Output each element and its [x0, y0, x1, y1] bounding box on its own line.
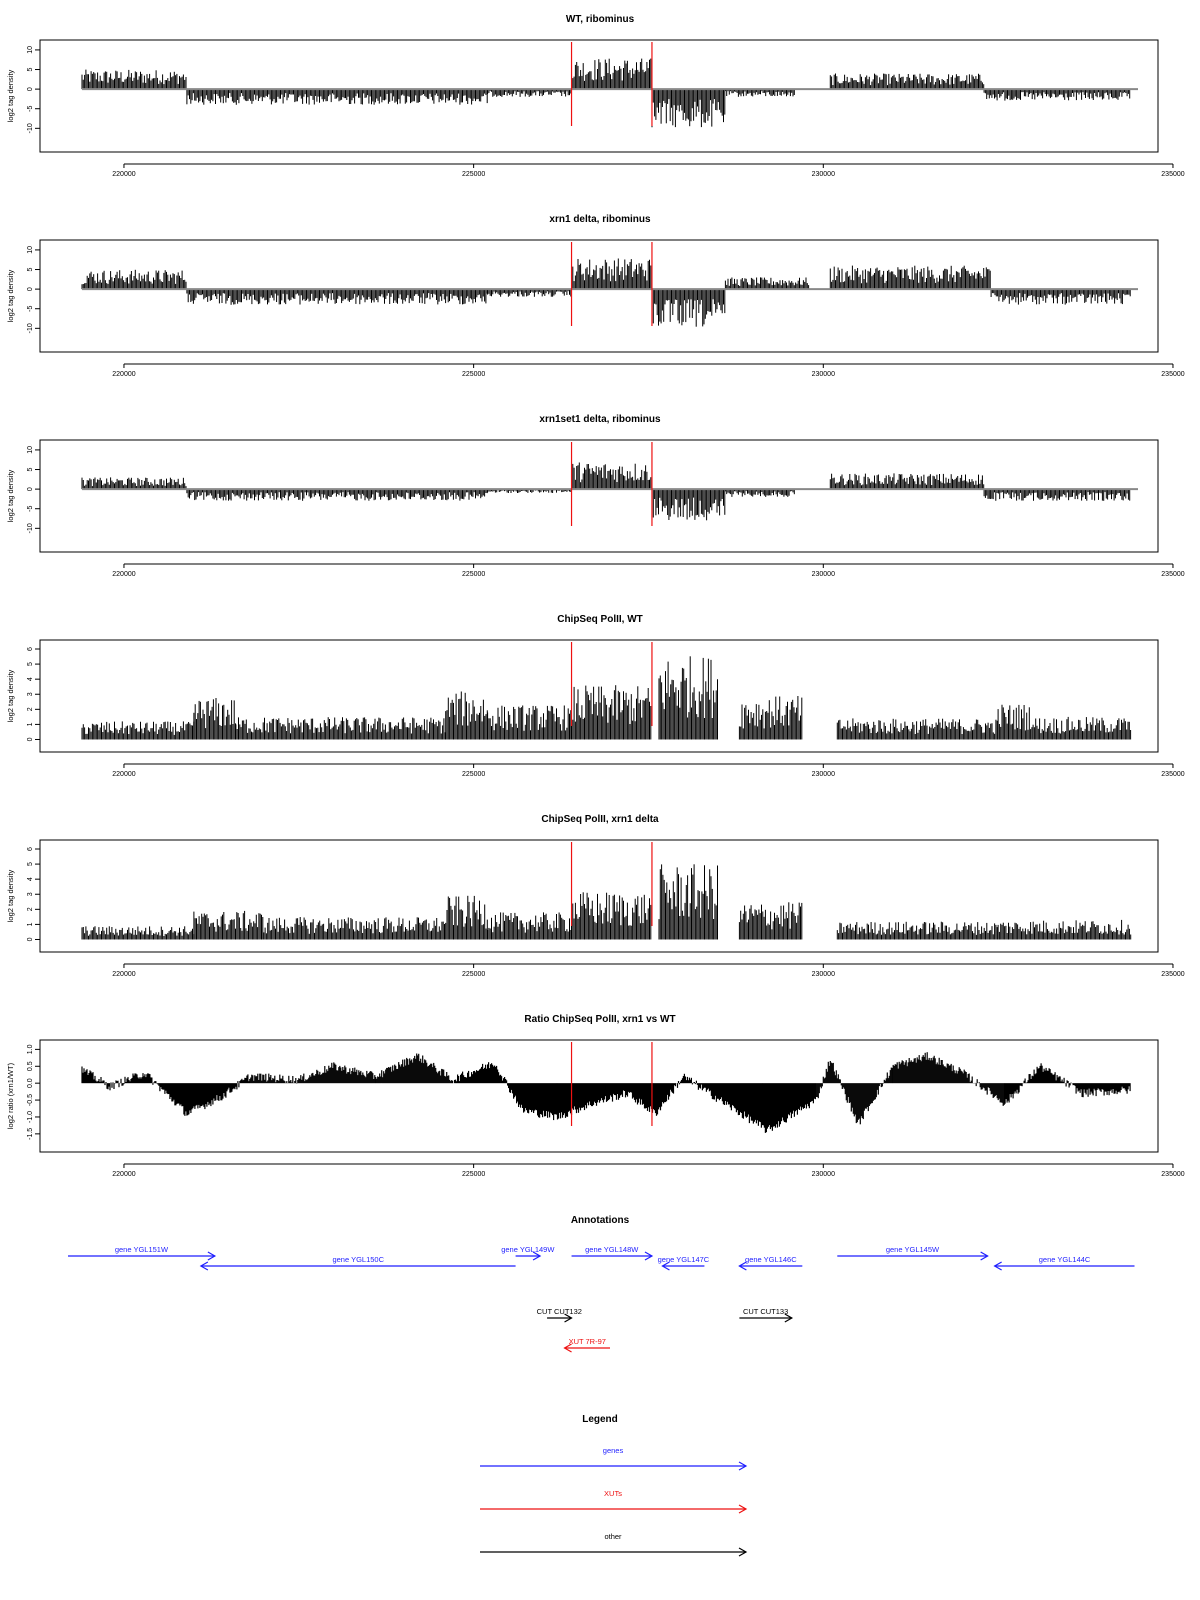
y-tick-label: -5 [27, 305, 34, 312]
y-tick-label: 10 [27, 246, 34, 254]
x-tick-label: 220000 [112, 571, 136, 578]
y-tick-label: 6 [27, 847, 34, 851]
y-tick-label: 4 [27, 677, 34, 682]
x-tick-label: 235000 [1161, 371, 1185, 378]
y-tick-label: 5 [27, 67, 34, 72]
y-tick-label: -10 [27, 523, 34, 534]
data-bars [82, 1052, 1130, 1133]
data-bars [82, 656, 1131, 739]
y-tick-label: 0 [27, 937, 34, 942]
y-tick-label: 5 [27, 862, 34, 867]
x-tick-label: 235000 [1161, 571, 1185, 578]
y-tick-label: 1.0 [27, 1044, 34, 1055]
track-panel [6, 214, 1185, 378]
track-panel [6, 1014, 1185, 1178]
x-tick-label: 235000 [1161, 971, 1185, 978]
y-tick-label: 0 [27, 87, 34, 92]
x-tick-label: 220000 [112, 371, 136, 378]
x-tick-label: 235000 [1161, 771, 1185, 778]
y-tick-label: 2 [27, 907, 34, 912]
y-axis-label: log2 tag density [6, 269, 15, 323]
y-tick-label: 6 [27, 647, 34, 651]
y-tick-label: 0.5 [27, 1061, 34, 1072]
data-bars [82, 463, 1130, 521]
x-tick-label: 225000 [461, 771, 486, 778]
panel-title: xrn1set1 delta, ribominus [539, 414, 661, 425]
x-tick-label: 225000 [461, 1171, 486, 1178]
x-tick-label: 230000 [811, 771, 835, 778]
x-tick-label: 220000 [112, 1171, 136, 1178]
panel-title: ChipSeq PolII, xrn1 delta [541, 814, 659, 825]
y-tick-label: 5 [27, 267, 34, 272]
track-panel [6, 614, 1185, 778]
x-tick-label: 230000 [811, 1171, 835, 1178]
y-tick-label: -10 [27, 123, 34, 134]
y-tick-label: 5 [27, 662, 34, 667]
y-tick-label: 0 [27, 287, 34, 292]
data-bars [82, 59, 1130, 128]
y-tick-label: -5 [27, 505, 34, 512]
y-axis-label: log2 tag density [6, 469, 15, 523]
x-tick-label: 225000 [461, 171, 486, 178]
x-tick-label: 230000 [811, 971, 835, 978]
x-tick-label: 235000 [1161, 171, 1185, 178]
x-tick-label: 220000 [112, 771, 136, 778]
x-tick-label: 230000 [811, 571, 835, 578]
y-tick-label: 5 [27, 467, 34, 472]
x-tick-label: 220000 [112, 971, 136, 978]
y-tick-label: -1.0 [27, 1110, 34, 1123]
y-tick-label: -1.5 [27, 1127, 34, 1140]
y-tick-label: 0 [27, 737, 34, 742]
y-tick-label: 1 [27, 922, 34, 927]
y-tick-label: 3 [27, 692, 34, 697]
y-tick-label: 0 [27, 487, 34, 492]
y-axis-label: log2 tag density [6, 669, 15, 723]
y-tick-label: -5 [27, 105, 34, 112]
y-tick-label: -0.5 [27, 1094, 34, 1107]
x-tick-label: 230000 [811, 171, 835, 178]
track-panel [6, 414, 1185, 578]
x-tick-label: 230000 [811, 371, 835, 378]
x-tick-label: 235000 [1161, 1171, 1185, 1178]
data-bars [82, 259, 1130, 327]
panel-title: WT, ribominus [565, 14, 635, 25]
y-tick-label: 10 [27, 46, 34, 54]
y-tick-label: 2 [27, 707, 34, 712]
x-tick-label: 220000 [112, 171, 136, 178]
y-tick-label: 10 [27, 446, 34, 454]
panel-title: xrn1 delta, ribominus [549, 214, 651, 225]
x-tick-label: 225000 [461, 571, 486, 578]
data-bars [82, 864, 1131, 939]
y-axis-label: log2 tag density [6, 69, 15, 123]
track-panel [6, 14, 1185, 178]
panel-title: ChipSeq PolII, WT [557, 614, 643, 625]
panel-title: Ratio ChipSeq PolII, xrn1 vs WT [524, 1014, 676, 1025]
y-tick-label: 0.0 [27, 1078, 34, 1089]
x-tick-label: 225000 [461, 371, 486, 378]
x-tick-label: 225000 [461, 971, 486, 978]
y-axis-label: log2 tag density [6, 869, 15, 923]
y-tick-label: -10 [27, 323, 34, 334]
track-panel [6, 814, 1185, 978]
y-axis-label: log2 ratio (xrn1/WT) [6, 1062, 15, 1130]
y-tick-label: 1 [27, 722, 34, 727]
y-tick-label: 4 [27, 877, 34, 882]
y-tick-label: 3 [27, 892, 34, 897]
